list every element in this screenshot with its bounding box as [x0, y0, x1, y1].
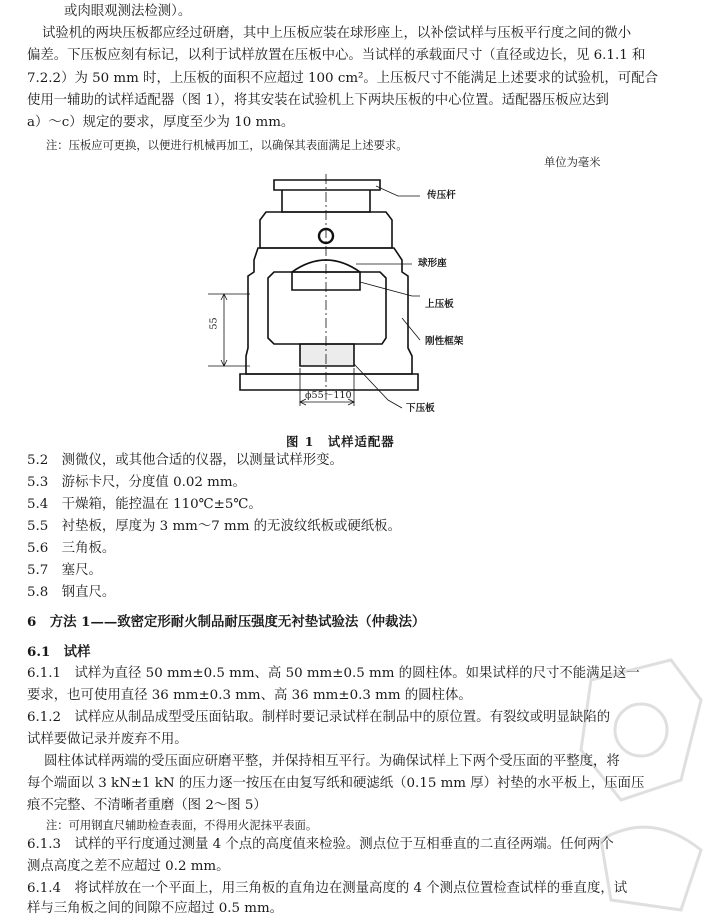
figure-specimen-adapter	[180, 168, 480, 430]
label-upper-platen: 上压板	[425, 299, 454, 310]
list-item: 5.7 塞尺。	[27, 563, 102, 578]
text-line: 或肉眼观测法检测）。	[64, 4, 192, 19]
note-text: 注：压板应可更换，以便进行机械再加工，以确保其表面满足上述要求。	[46, 139, 408, 152]
watermark-stamp	[561, 640, 711, 918]
list-item: 5.8 钢直尺。	[27, 585, 116, 600]
list-item: 5.4 干燥箱，能控温在 110℃±5℃。	[27, 497, 262, 512]
list-item: 5.5 衬垫板，厚度为 3 mm～7 mm 的无波纹纸板或硬纸板。	[27, 519, 401, 534]
subsection-heading: 6.1 试样	[27, 644, 91, 660]
list-item: 5.2 测微仪，或其他合适的仪器，以测量试样形变。	[27, 453, 343, 468]
text-line: 试验机的两块压板都应经过研磨，其中上压板应装在球形座上，以补偿试样与压板平行度之间的微小	[42, 26, 632, 41]
list-item: 5.3 游标卡尺，分度值 0.02 mm。	[27, 475, 246, 490]
text-line: 测点高度之差不应超过 0.2 mm。	[27, 859, 230, 874]
figure-caption: 图 1 试样适配器	[286, 434, 395, 449]
text-line: 6.1.1 试样为直径 50 mm±0.5 mm、高 50 mm±0.5 mm 的圆柱体。如果试样的尺寸不能满足这一	[27, 666, 640, 681]
unit-note: 单位为毫米	[544, 156, 601, 169]
dimension-height: 55	[208, 317, 220, 330]
section-heading: 6 方法 1——致密定形耐火制品耐压强度无衬垫试验法（仲裁法）	[27, 614, 426, 630]
label-push-rod: 传压杆	[427, 190, 456, 201]
text-line: 使用一辅助的试样适配器（图 1），将其安装在试验机上下两块压板的中心位置。适配器压板应达到	[27, 93, 609, 108]
text-line: 偏差。下压板应刻有标记，以利于试样放置在压板中心。当试样的承载面尺寸（直径或边长，见 6.1.1 和	[27, 48, 646, 63]
text-line: 要求，也可使用直径 36 mm±0.3 mm、高 36 mm±0.3 mm 的圆柱体。	[27, 688, 472, 703]
label-rigid-frame: 刚性框架	[425, 336, 464, 347]
text-line: 6.1.4 将试样放在一个平面上，用三角板的直角边在测量高度的 4 个测点位置检查试样的垂直度，试	[27, 881, 628, 896]
text-line: 圆柱体试样两端的受压面应研磨平整，并保持相互平行。为确保试样上下两个受压面的平整度，将	[44, 754, 620, 769]
text-line: a）～c）规定的要求，厚度至少为 10 mm。	[27, 115, 295, 130]
text-line: 每个端面以 3 kN±1 kN 的压力逐一按压在由复写纸和硬滤纸（0.15 mm 厚）衬垫的水平板上，压面压	[27, 776, 645, 791]
label-ball-seat: 球形座	[418, 258, 447, 269]
dimension-diameter: ϕ55～110	[305, 390, 352, 401]
text-line: 痕不完整、不清晰者重磨（图 2～图 5）	[27, 798, 267, 813]
text-line: 6.1.2 试样应从制品成型受压面钻取。制样时要记录试样在制品中的原位置。有裂纹或明显缺陷的	[27, 710, 611, 725]
list-item: 5.6 三角板。	[27, 541, 116, 556]
text-line: 样与三角板之间的间隙不应超过 0.5 mm。	[27, 901, 284, 916]
text-line: 7.2.2）为 50 mm 时，上压板的面积不应超过 100 cm²。上压板尺寸不能满足上述要求的试验机，可配合	[27, 71, 658, 86]
text-line: 6.1.3 试样的平行度通过测量 4 个点的高度值来检验。测点位于互相垂直的二直径两端。任何两个	[27, 837, 614, 852]
text-line: 试样要做记录并废弃不用。	[27, 732, 188, 747]
note-text: 注：可用钢直尺辅助检查表面，不得用火泥抹平表面。	[46, 819, 318, 832]
label-lower-platen: 下压板	[406, 403, 435, 414]
